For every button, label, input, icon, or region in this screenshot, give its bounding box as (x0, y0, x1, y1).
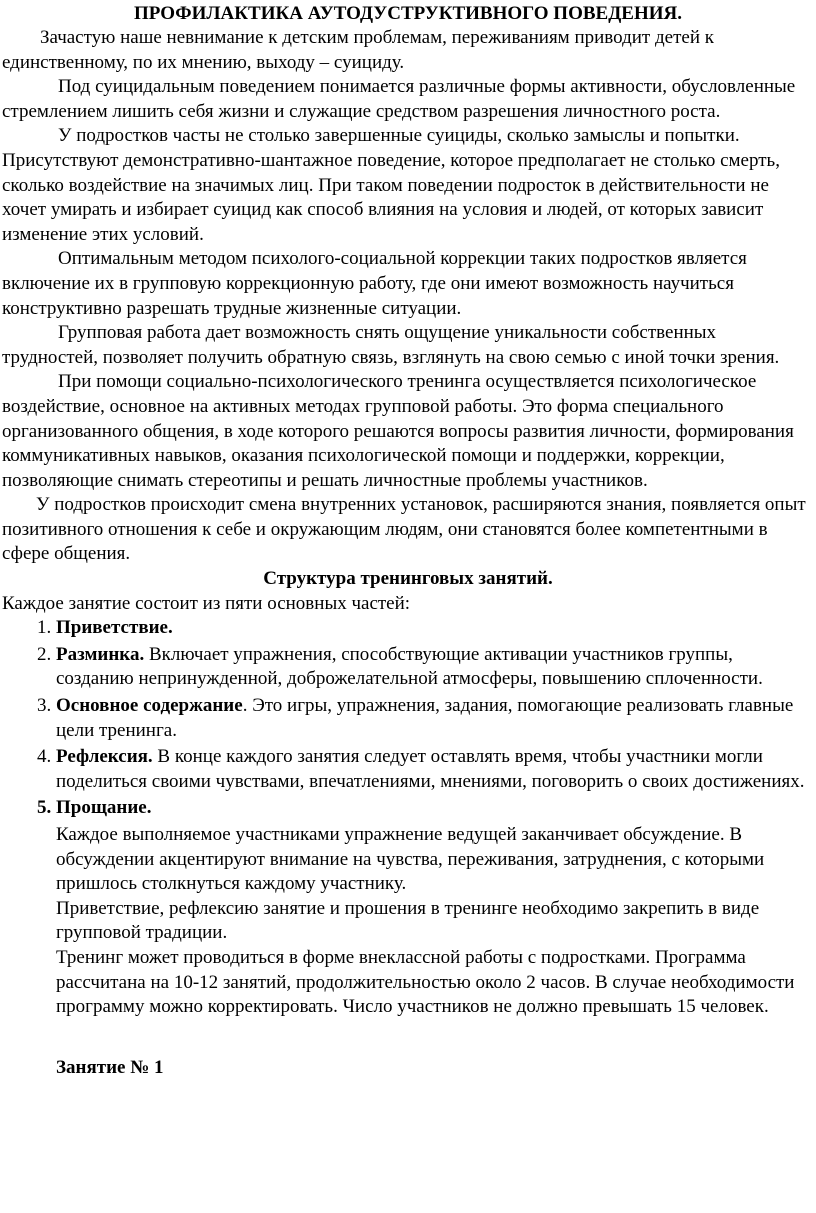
paragraph-7: У подростков происходит смена внутренних установок, расширяются знания, появляется опыт позитивного отношения к себе и окружающим людям, они становятся более компетентными в сфере общения. (2, 494, 806, 565)
list-item-text: . Это игры, упражнения, задания, помогающие реализовать главные цели тренинга. (56, 695, 794, 741)
paragraph-6: При помощи социально-психологического тренинга осуществляется психологическое воздействие, основное на активных методах групповой работы. Это форма специального организованного общения, в ходе которого решаются вопросы развития личности, формирования коммуникативных навыков, оказания психологической помощи и поддержки, коррекции, позволяющие снимать стереотипы и решать личностные проблемы участников. (2, 371, 794, 491)
lesson-heading: Занятие № 1 (56, 1056, 164, 1078)
closing-paragraph-1: Каждое выполняемое участниками упражнение ведущей заканчивает обсуждение. В обсуждении акцентируют внимание на чувства, переживания, затруднения, с которыми пришлось столкнуться каждому участнику. (56, 824, 765, 895)
list-item-title: Рефлексия. (56, 746, 153, 768)
paragraph-5: Групповая работа дает возможность снять ощущение уникальности собственных трудностей, позволяет получить обратную связь, взглянуть на свою семью с иной точки зрения. (2, 322, 780, 368)
structure-list (2, 616, 814, 821)
list-item (56, 796, 814, 821)
closing-paragraph-3: Тренинг может проводиться в форме внеклассной работы с подростками. Программа рассчитана на 10-12 занятий, продолжительностью около 2 часов. В случае необходимости программу можно корректировать. Число участников не должно превышать 15 человек. (56, 946, 795, 1018)
paragraph-3: У подростков часты не столько завершенные суициды, сколько замыслы и попытки. Присутствуют демонстративно-шантажное поведение, которое предполагает не столько смерть, сколько воздействие на значимых лиц. При таком поведении подросток в действительности не хочет умирать и избирает суицид как способ влияния на условия и людей, от которых зависит изменение этих условий. (2, 125, 780, 245)
paragraph-1: Зачастую наше невнимание к детским проблемам, переживаниям приводит детей к единственному, по их мнению, выходу – суициду. (2, 27, 714, 73)
list-item (56, 745, 814, 794)
list-item (56, 616, 814, 641)
list-item-title: Прощание. (56, 797, 152, 819)
list-item (56, 694, 814, 743)
structure-heading: Структура тренинговых занятий. (263, 568, 553, 590)
paragraph-2: Под суицидальным поведением понимается различные формы активности, обусловленные стремлением лишить себя жизни и служащие средством разрешения личностного роста. (2, 76, 796, 122)
document-title: ПРОФИЛАКТИКА АУТОДУСТРУКТИВНОГО ПОВЕДЕНИЯ. (134, 3, 682, 24)
list-item-title: Приветствие. (56, 617, 173, 639)
list-item (56, 643, 814, 692)
list-item-title: Разминка. (56, 643, 145, 665)
list-item-text: В конце каждого занятия следует оставлять время, чтобы участники могли поделиться своими чувствами, впечатлениями, мнениями, поговорить о своих достижениях. (56, 746, 805, 792)
list-item-text: Включает упражнения, способствующие активации участников группы, созданию непринужденной, доброжелательной атмосферы, повышению сплоченности. (56, 643, 763, 690)
structure-intro: Каждое занятие состоит из пяти основных частей: (2, 592, 411, 614)
paragraph-4: Оптимальным методом психолого-социальной коррекции таких подростков является включение их в групповую коррекционную работу, где они имеют возможность научиться конструктивно разрешать трудные жизненные ситуации. (2, 248, 747, 319)
list-item-title: Основное содержание (56, 695, 243, 717)
closing-paragraph-2: Приветствие, рефлексию занятие и прошения в тренинге необходимо закрепить в виде групповой традиции. (56, 897, 760, 944)
